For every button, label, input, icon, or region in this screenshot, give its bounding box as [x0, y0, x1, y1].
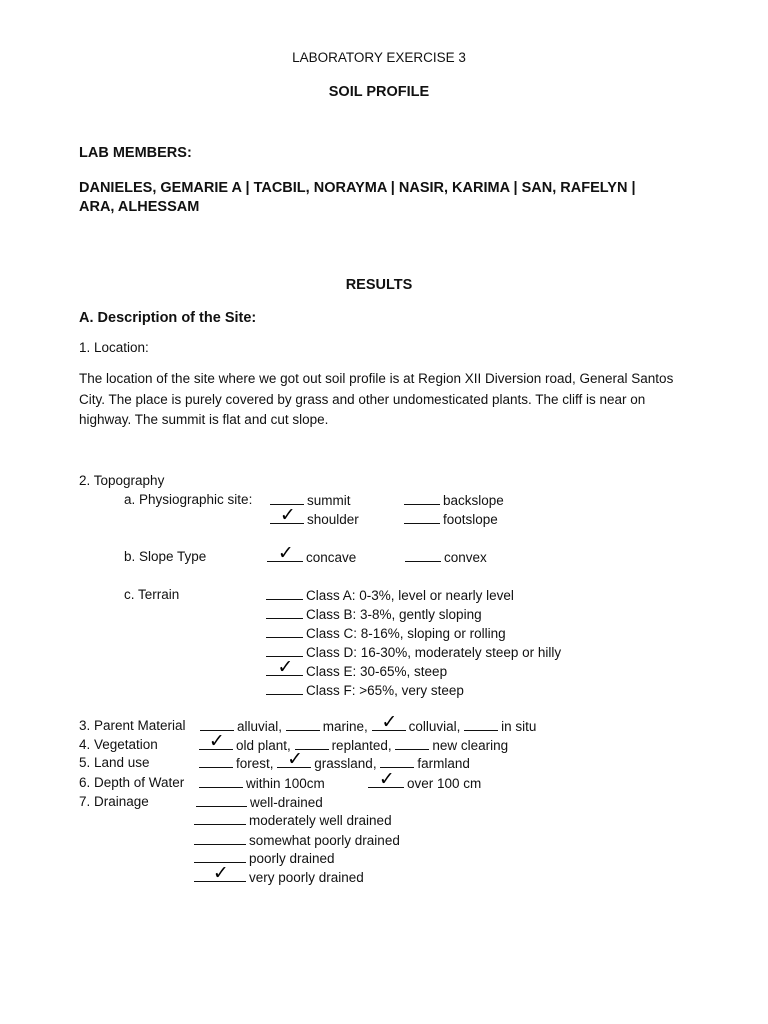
option-poorly-drained: poorly drained [194, 850, 335, 866]
checkbox-blank[interactable] [266, 656, 303, 678]
checkbox-blank[interactable] [194, 812, 246, 825]
option-footslope: footslope [404, 511, 498, 527]
checkbox-blank[interactable] [266, 606, 303, 619]
checkbox-blank[interactable] [368, 768, 404, 790]
option-within-100cm: within 100cm [199, 775, 325, 791]
checkbox-blank[interactable] [266, 625, 303, 638]
option-concave: ✓ concave [267, 549, 356, 565]
checkbox-blank[interactable] [404, 511, 440, 524]
document-title: SOIL PROFILE [328, 84, 430, 100]
checkbox-blank[interactable] [464, 718, 498, 731]
vegetation-label: 4. Vegetation [79, 737, 158, 752]
physiographic-label: a. Physiographic site: [124, 492, 253, 507]
checkmark-icon: ✓ [277, 656, 294, 678]
checkmark-icon: ✓ [287, 748, 304, 770]
checkbox-blank[interactable] [372, 711, 406, 733]
land-use-label: 5. Land use [79, 755, 150, 770]
checkbox-blank[interactable] [199, 730, 233, 752]
checkbox-blank[interactable] [405, 549, 441, 562]
option-terrain-class-d: Class D: 16-30%, moderately steep or hilly [266, 644, 561, 660]
option-convex: convex [405, 549, 487, 565]
land-use-options: forest, ✓ grassland, farmland [199, 755, 470, 771]
vegetation-options: ✓ old plant, replanted, new clearing [199, 737, 508, 753]
option-terrain-class-a: Class A: 0-3%, level or nearly level [266, 587, 514, 603]
lab-members-label: LAB MEMBERS: [79, 145, 192, 161]
option-terrain-class-f: Class F: >65%, very steep [266, 682, 464, 698]
checkbox-blank[interactable] [277, 748, 311, 770]
depth-of-water-label: 6. Depth of Water [79, 775, 185, 790]
drainage-label: 7. Drainage [79, 794, 149, 809]
checkbox-blank[interactable] [270, 504, 304, 526]
checkbox-blank[interactable] [266, 587, 303, 600]
option-terrain-class-c: Class C: 8-16%, sloping or rolling [266, 625, 506, 641]
lab-members-line1: DANIELES, GEMARIE A | TACBIL, NORAYMA | NASIR, KARIMA | SAN, RAFELYN | [79, 180, 636, 196]
checkbox-blank[interactable] [266, 682, 303, 695]
checkbox-blank[interactable] [194, 862, 246, 884]
results-heading: RESULTS [345, 277, 413, 293]
section-a-heading: A. Description of the Site: [79, 310, 257, 326]
option-over-100cm: ✓ over 100 cm [368, 775, 481, 791]
checkbox-blank[interactable] [380, 755, 414, 768]
checkbox-blank[interactable] [194, 832, 246, 845]
checkbox-blank[interactable] [199, 755, 233, 768]
option-shoulder: ✓ shoulder [270, 511, 359, 527]
location-paragraph: The location of the site where we got out soil profile is at Region XII Diversion road, General Santos City. The place is purely covered by grass and other undomesticated plants. The cliff is near on highway. The summit is flat and cut slope. [79, 371, 674, 427]
location-label: 1. Location: [79, 340, 149, 355]
parent-material-options: alluvial, marine, ✓ colluvial, in situ [200, 718, 536, 734]
option-backslope: backslope [404, 492, 504, 508]
option-very-poorly-drained: ✓ very poorly drained [194, 869, 364, 885]
lab-members-line2: ARA, ALHESSAM [79, 199, 200, 215]
option-well-drained: well-drained [196, 794, 323, 810]
checkmark-icon: ✓ [277, 542, 294, 564]
parent-material-label: 3. Parent Material [79, 718, 186, 733]
checkbox-blank[interactable] [267, 542, 303, 564]
checkmark-icon: ✓ [208, 730, 225, 752]
checkmark-icon: ✓ [381, 711, 398, 733]
checkmark-icon: ✓ [212, 862, 229, 884]
exercise-title: LABORATORY EXERCISE 3 [292, 50, 466, 65]
checkmark-icon: ✓ [279, 504, 296, 526]
option-somewhat-poorly-drained: somewhat poorly drained [194, 832, 400, 848]
option-terrain-class-e: ✓ Class E: 30-65%, steep [266, 663, 447, 679]
option-summit: summit [270, 492, 351, 508]
checkbox-blank[interactable] [199, 775, 243, 788]
option-terrain-class-b: Class B: 3-8%, gently sloping [266, 606, 482, 622]
checkbox-blank[interactable] [286, 718, 320, 731]
checkbox-blank[interactable] [395, 737, 429, 750]
checkbox-blank[interactable] [404, 492, 440, 505]
option-moderately-well-drained: moderately well drained [194, 812, 392, 828]
slope-type-label: b. Slope Type [124, 549, 207, 564]
topography-label: 2. Topography [79, 473, 165, 488]
checkbox-blank[interactable] [196, 794, 247, 807]
checkmark-icon: ✓ [378, 768, 395, 790]
terrain-label: c. Terrain [124, 587, 180, 602]
